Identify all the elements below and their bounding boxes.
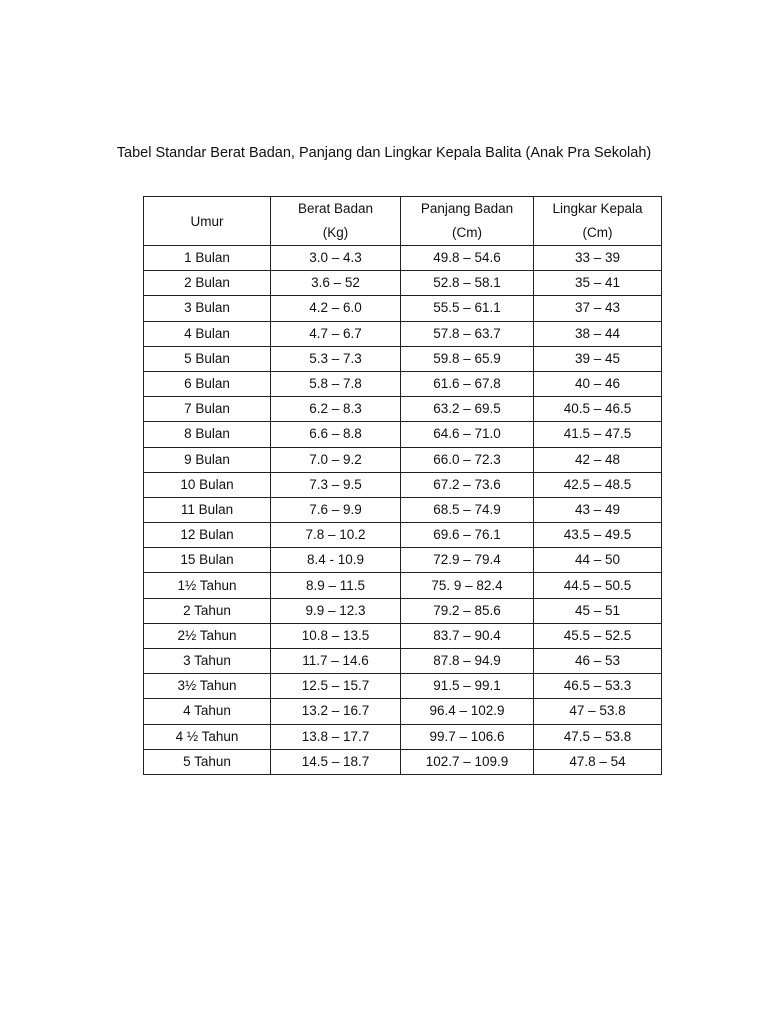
table-row (144, 497, 662, 522)
cell-umur: 2½ Tahun (144, 623, 271, 648)
cell-umur: 5 Bulan (144, 346, 271, 371)
cell-panjang-badan: 68.5 – 74.9 (401, 497, 534, 522)
cell-panjang-badan: 59.8 – 65.9 (401, 346, 534, 371)
header-berat-line1: Berat Badan (297, 201, 374, 216)
table-row (144, 346, 662, 371)
cell-umur: 3½ Tahun (144, 674, 271, 699)
header-lingkar-line2: (Cm) (582, 225, 613, 240)
cell-umur: 4 Bulan (144, 321, 271, 346)
cell-lingkar-kepala: 47.5 – 53.8 (534, 724, 662, 749)
table-row (144, 246, 662, 271)
header-umur (144, 197, 271, 246)
cell-lingkar-kepala: 44 – 50 (534, 548, 662, 573)
header-lingkar-line1: Lingkar Kepala (552, 201, 643, 216)
header-berat-line2: (Kg) (322, 225, 349, 240)
cell-berat-badan: 5.8 – 7.8 (271, 371, 401, 396)
cell-lingkar-kepala: 45 – 51 (534, 598, 662, 623)
cell-umur: 10 Bulan (144, 472, 271, 497)
table-row (144, 623, 662, 648)
cell-umur: 2 Tahun (144, 598, 271, 623)
cell-panjang-badan: 57.8 – 63.7 (401, 321, 534, 346)
cell-berat-badan: 6.6 – 8.8 (271, 422, 401, 447)
cell-berat-badan: 13.8 – 17.7 (271, 724, 401, 749)
header-row (144, 197, 662, 246)
cell-lingkar-kepala: 40.5 – 46.5 (534, 397, 662, 422)
cell-umur: 5 Tahun (144, 749, 271, 774)
cell-berat-badan: 8.4 - 10.9 (271, 548, 401, 573)
standard-table (143, 196, 662, 775)
cell-lingkar-kepala: 43 – 49 (534, 497, 662, 522)
cell-umur: 6 Bulan (144, 371, 271, 396)
header-berat-badan (271, 197, 401, 246)
cell-umur: 4 ½ Tahun (144, 724, 271, 749)
cell-panjang-badan: 67.2 – 73.6 (401, 472, 534, 497)
cell-berat-badan: 5.3 – 7.3 (271, 346, 401, 371)
table-row (144, 573, 662, 598)
cell-umur: 9 Bulan (144, 447, 271, 472)
cell-berat-badan: 12.5 – 15.7 (271, 674, 401, 699)
table-title: Tabel Standar Berat Badan, Panjang dan Lingkar Kepala Balita (Anak Pra Sekolah) (116, 145, 652, 161)
cell-lingkar-kepala: 37 – 43 (534, 296, 662, 321)
header-panjang-line1: Panjang Badan (420, 201, 514, 216)
cell-berat-badan: 7.6 – 9.9 (271, 497, 401, 522)
cell-berat-badan: 13.2 – 16.7 (271, 699, 401, 724)
cell-lingkar-kepala: 41.5 – 47.5 (534, 422, 662, 447)
cell-panjang-badan: 83.7 – 90.4 (401, 623, 534, 648)
cell-berat-badan: 6.2 – 8.3 (271, 397, 401, 422)
cell-berat-badan: 14.5 – 18.7 (271, 749, 401, 774)
cell-panjang-badan: 99.7 – 106.6 (401, 724, 534, 749)
cell-panjang-badan: 72.9 – 79.4 (401, 548, 534, 573)
cell-panjang-badan: 79.2 – 85.6 (401, 598, 534, 623)
table-row (144, 397, 662, 422)
cell-panjang-badan: 96.4 – 102.9 (401, 699, 534, 724)
cell-umur: 3 Bulan (144, 296, 271, 321)
header-panjang-badan (401, 197, 534, 246)
cell-berat-badan: 3.6 – 52 (271, 271, 401, 296)
cell-panjang-badan: 75. 9 – 82.4 (401, 573, 534, 598)
table-row (144, 548, 662, 573)
cell-berat-badan: 7.0 – 9.2 (271, 447, 401, 472)
cell-umur: 3 Tahun (144, 649, 271, 674)
cell-umur: 8 Bulan (144, 422, 271, 447)
cell-panjang-badan: 91.5 – 99.1 (401, 674, 534, 699)
cell-lingkar-kepala: 42 – 48 (534, 447, 662, 472)
table-row (144, 271, 662, 296)
cell-lingkar-kepala: 35 – 41 (534, 271, 662, 296)
cell-berat-badan: 4.7 – 6.7 (271, 321, 401, 346)
table-row (144, 472, 662, 497)
table-row (144, 371, 662, 396)
cell-berat-badan: 11.7 – 14.6 (271, 649, 401, 674)
cell-panjang-badan: 69.6 – 76.1 (401, 523, 534, 548)
table-header (144, 197, 662, 246)
table-row (144, 724, 662, 749)
cell-umur: 7 Bulan (144, 397, 271, 422)
header-panjang-line2: (Cm) (452, 225, 482, 240)
cell-berat-badan: 7.3 – 9.5 (271, 472, 401, 497)
table-row (144, 699, 662, 724)
cell-lingkar-kepala: 40 – 46 (534, 371, 662, 396)
cell-umur: 11 Bulan (144, 497, 271, 522)
cell-lingkar-kepala: 47.8 – 54 (534, 749, 662, 774)
cell-panjang-badan: 87.8 – 94.9 (401, 649, 534, 674)
cell-panjang-badan: 64.6 – 71.0 (401, 422, 534, 447)
cell-berat-badan: 9.9 – 12.3 (271, 598, 401, 623)
header-lingkar-kepala (534, 197, 662, 246)
cell-berat-badan: 10.8 – 13.5 (271, 623, 401, 648)
header-umur-label: Umur (190, 213, 224, 229)
table-row (144, 649, 662, 674)
cell-lingkar-kepala: 44.5 – 50.5 (534, 573, 662, 598)
cell-panjang-badan: 52.8 – 58.1 (401, 271, 534, 296)
cell-panjang-badan: 61.6 – 67.8 (401, 371, 534, 396)
cell-lingkar-kepala: 43.5 – 49.5 (534, 523, 662, 548)
cell-lingkar-kepala: 45.5 – 52.5 (534, 623, 662, 648)
cell-lingkar-kepala: 46 – 53 (534, 649, 662, 674)
table-row (144, 447, 662, 472)
table-row (144, 749, 662, 774)
cell-lingkar-kepala: 46.5 – 53.3 (534, 674, 662, 699)
cell-lingkar-kepala: 39 – 45 (534, 346, 662, 371)
cell-lingkar-kepala: 38 – 44 (534, 321, 662, 346)
cell-panjang-badan: 49.8 – 54.6 (401, 246, 534, 271)
cell-umur: 12 Bulan (144, 523, 271, 548)
table-row (144, 321, 662, 346)
cell-berat-badan: 3.0 – 4.3 (271, 246, 401, 271)
cell-panjang-badan: 102.7 – 109.9 (401, 749, 534, 774)
table-row (144, 674, 662, 699)
table-row (144, 422, 662, 447)
cell-umur: 15 Bulan (144, 548, 271, 573)
cell-umur: 1 Bulan (144, 246, 271, 271)
cell-berat-badan: 8.9 – 11.5 (271, 573, 401, 598)
cell-lingkar-kepala: 47 – 53.8 (534, 699, 662, 724)
cell-berat-badan: 7.8 – 10.2 (271, 523, 401, 548)
cell-panjang-badan: 55.5 – 61.1 (401, 296, 534, 321)
cell-umur: 4 Tahun (144, 699, 271, 724)
table-row (144, 598, 662, 623)
cell-berat-badan: 4.2 – 6.0 (271, 296, 401, 321)
table-row (144, 296, 662, 321)
table-body (144, 246, 662, 775)
cell-umur: 1½ Tahun (144, 573, 271, 598)
cell-panjang-badan: 66.0 – 72.3 (401, 447, 534, 472)
table-row (144, 523, 662, 548)
cell-lingkar-kepala: 33 – 39 (534, 246, 662, 271)
cell-umur: 2 Bulan (144, 271, 271, 296)
cell-panjang-badan: 63.2 – 69.5 (401, 397, 534, 422)
cell-lingkar-kepala: 42.5 – 48.5 (534, 472, 662, 497)
